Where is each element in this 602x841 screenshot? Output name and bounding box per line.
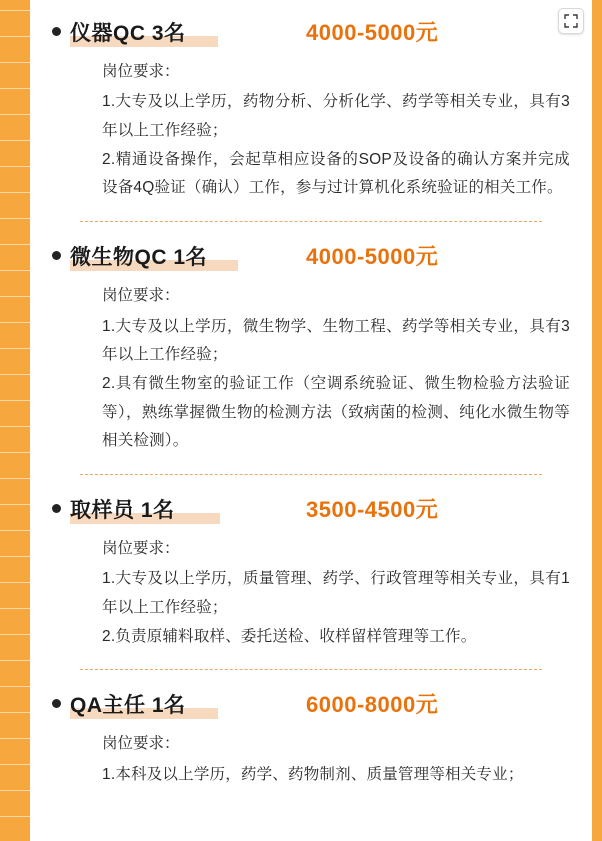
requirement-item: 1.大专及以上学历，微生物学、生物工程、药学等相关专业，具有3年以上工作经验； <box>102 317 570 364</box>
notebook-rule <box>0 36 30 37</box>
document-sheet <box>30 0 592 841</box>
job-title-wrap <box>70 494 306 524</box>
requirement-item: 2.具有微生物室的验证工作（空调系统验证、微生物检验方法验证等），熟练掌握微生物的检测方法（致病菌的检测、纯化水微生物等相关检测）。 <box>102 374 570 450</box>
requirement-item: 1.大专及以上学历，质量管理、药学、行政管理等相关专业，具有1年以上工作经验； <box>102 570 570 617</box>
requirements-label: 岗位要求： <box>102 539 180 557</box>
requirements-list <box>102 761 570 790</box>
requirement-item: 1.本科及以上学历，药学、药物制剂、质量管理等相关专业； <box>102 765 524 783</box>
job-header <box>52 240 570 271</box>
job-salary: 4000-5000元 <box>306 20 439 45</box>
job-header <box>52 688 570 719</box>
requirement-item: 2.负责原辅料取样、委托送检、收样留样管理等工作。 <box>102 627 477 645</box>
notebook-rule <box>0 140 30 141</box>
notebook-rule <box>0 686 30 687</box>
job-title: 仪器QC 3名 <box>70 22 186 45</box>
notebook-right-edge <box>592 0 602 841</box>
notebook-rule <box>0 582 30 583</box>
requirements-label: 岗位要求： <box>102 735 180 753</box>
job-title: 取样员 1名 <box>70 498 175 522</box>
notebook-rule <box>0 10 30 11</box>
notebook-rule <box>0 790 30 791</box>
section-divider <box>80 221 542 222</box>
requirements-list <box>102 313 570 456</box>
notebook-rule <box>0 452 30 453</box>
notebook-rule <box>0 504 30 505</box>
job-title-wrap <box>70 241 306 271</box>
requirement-item: 2.精通设备操作，会起草相应设备的SOP及设备的确认方案并完成设备4Q验证（确认）工作，参与过计算机化系统验证的相关工作。 <box>102 150 570 197</box>
notebook-rule <box>0 114 30 115</box>
notebook-rule <box>0 764 30 765</box>
bullet-icon <box>52 251 61 260</box>
job-listing <box>52 686 570 789</box>
job-salary: 4000-5000元 <box>306 244 439 270</box>
notebook-rule <box>0 322 30 323</box>
notebook-rule <box>0 62 30 63</box>
notebook-left-edge <box>0 0 30 841</box>
job-salary: 3500-4500元 <box>306 496 439 522</box>
notebook-rule <box>0 556 30 557</box>
notebook-rule <box>0 192 30 193</box>
notebook-rule <box>0 244 30 245</box>
bullet-icon <box>52 504 61 513</box>
notebook-rule <box>0 270 30 271</box>
job-listing <box>52 491 570 651</box>
notebook-rule <box>0 608 30 609</box>
requirements-list <box>102 565 570 651</box>
notebook-rule <box>0 400 30 401</box>
requirement-item: 1.大专及以上学历，药物分析、分析化学、药学等相关专业，具有3年以上工作经验； <box>102 93 570 140</box>
job-salary: 6000-8000元 <box>306 692 439 718</box>
requirements-label: 岗位要求： <box>102 63 180 80</box>
document-content <box>30 0 592 789</box>
requirements-label: 岗位要求： <box>102 287 180 305</box>
job-header <box>52 493 570 524</box>
notebook-rule <box>0 348 30 349</box>
notebook-rule <box>0 478 30 479</box>
bullet-icon <box>52 699 61 708</box>
job-title: 微生物QC 1名 <box>70 246 208 270</box>
notebook-rule <box>0 374 30 375</box>
notebook-rule <box>0 88 30 89</box>
job-title-wrap <box>70 689 306 719</box>
job-title: QA主任 1名 <box>70 694 186 718</box>
section-divider <box>80 669 542 670</box>
notebook-rule <box>0 218 30 219</box>
job-listing <box>52 14 570 203</box>
job-header <box>52 16 570 47</box>
job-listing <box>52 238 570 456</box>
expand-icon[interactable] <box>558 8 584 34</box>
section-divider <box>80 474 542 475</box>
notebook-rule <box>0 660 30 661</box>
notebook-rule <box>0 738 30 739</box>
requirements-list <box>102 88 570 203</box>
notebook-rule <box>0 166 30 167</box>
notebook-rule <box>0 816 30 817</box>
notebook-rule <box>0 296 30 297</box>
notebook-rule <box>0 426 30 427</box>
notebook-rule <box>0 634 30 635</box>
notebook-rule <box>0 530 30 531</box>
job-title-wrap <box>70 17 306 47</box>
notebook-rule <box>0 712 30 713</box>
bullet-icon <box>52 27 61 36</box>
